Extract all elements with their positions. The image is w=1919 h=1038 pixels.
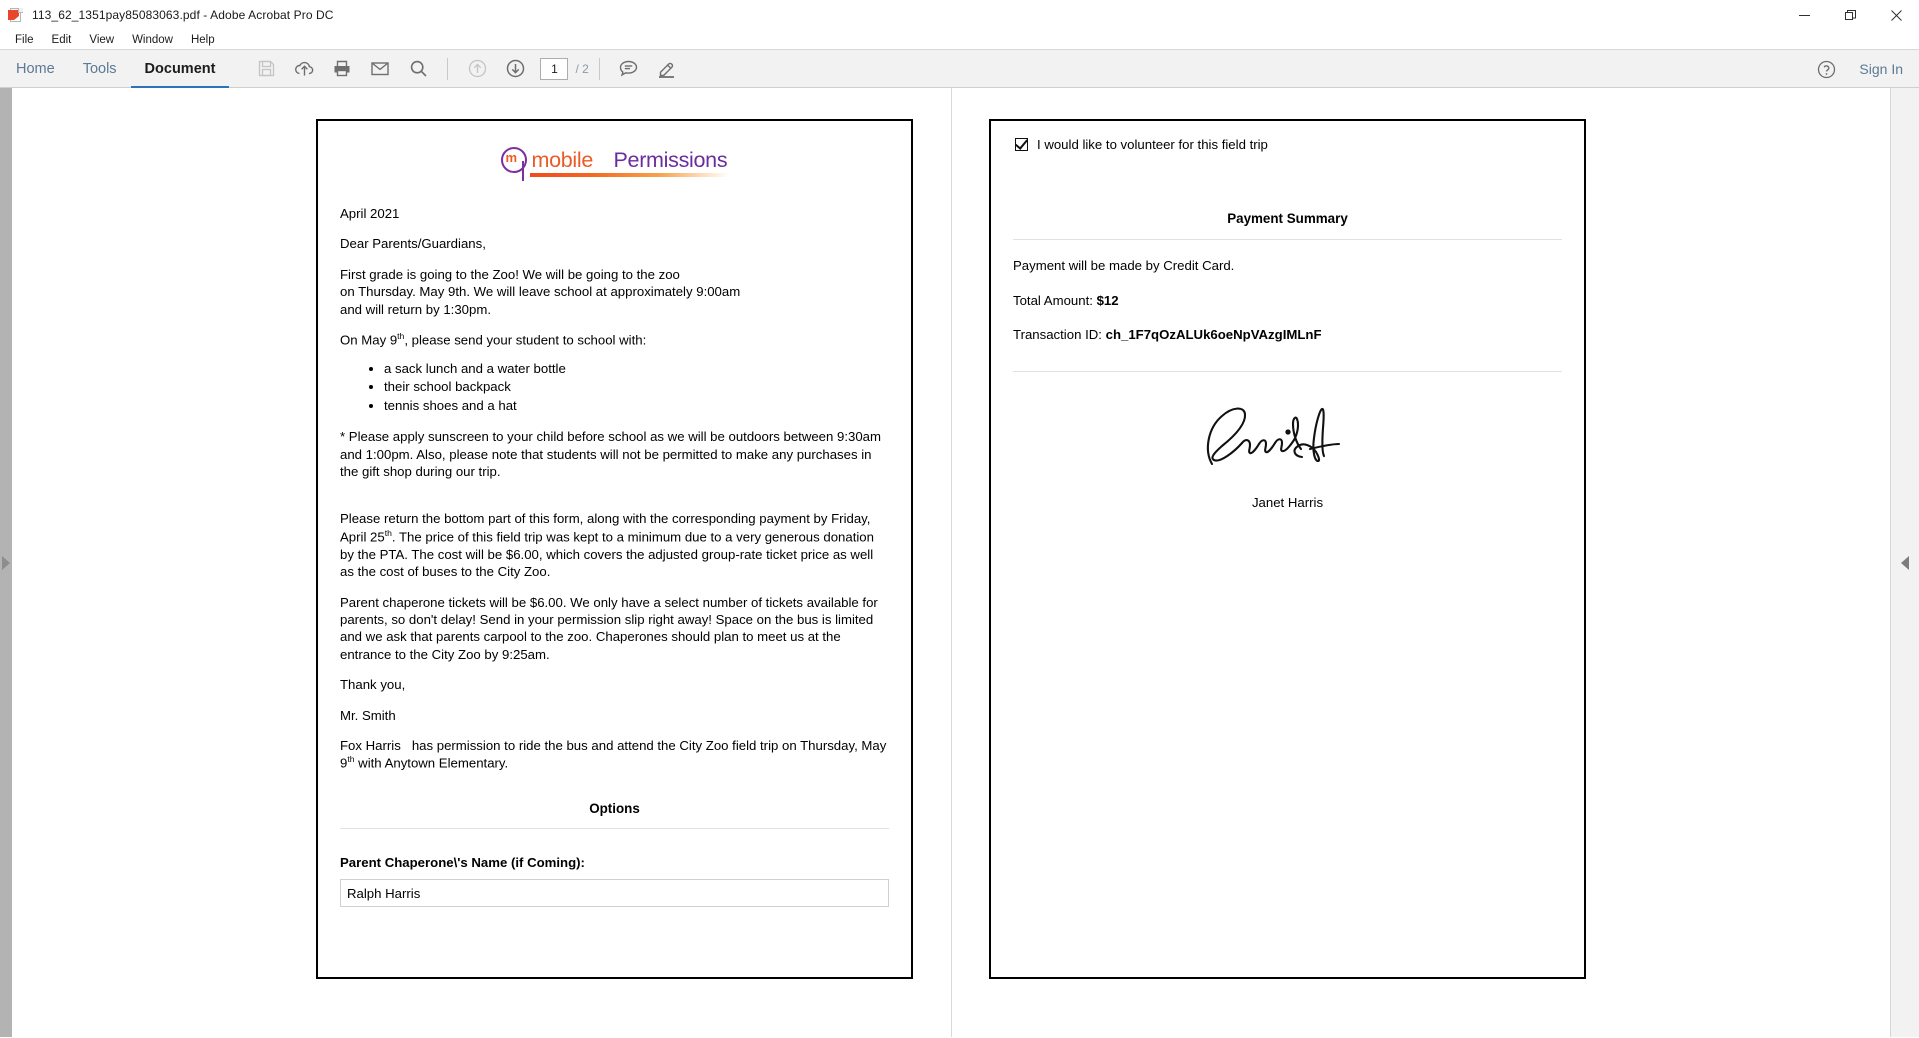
- pdf-page-2: [989, 119, 1586, 979]
- return-part-2: . The price of this field trip was kept to a minimum due to a very generous donation by the PTA. The cost will be $6.00, which covers the adjusted group-rate ticket price as well as the cost of buses to the City Zoo.: [340, 529, 874, 580]
- page-number-input[interactable]: 1: [540, 58, 568, 80]
- volunteer-checkbox-label: I would like to volunteer for this field trip: [1037, 137, 1268, 152]
- restore-button[interactable]: [1827, 0, 1873, 30]
- previous-page-icon[interactable]: [461, 54, 493, 84]
- letter-signer: Mr. Smith: [340, 707, 396, 723]
- window-title-bar: [0, 0, 1919, 30]
- handwritten-signature-icon: [1198, 394, 1378, 480]
- return-ordinal: th: [384, 527, 392, 538]
- print-icon[interactable]: [326, 54, 358, 84]
- bring-items-intro: [340, 331, 889, 349]
- menu-help[interactable]: Help: [190, 33, 215, 46]
- intro-line-2: on Thursday. May 9th. We will leave school at approximately 9:00am: [340, 284, 741, 300]
- chaperone-info: Parent chaperone tickets will be $6.00. We only have a select number of tickets available for parents, so don't delay! Send in your permission slip right away! Space on the bus is limited and we ask that parents carpool to the zoo. Chaperones should plan to meet us at the entrance to the City Zoo by 9:25am.: [340, 594, 878, 662]
- intro-line-3: and will return by 1:30pm.: [340, 301, 491, 317]
- page-column-1: [278, 88, 951, 1037]
- letter-salutation: Dear Parents/Guardians,: [340, 236, 486, 252]
- permission-middle: has permission to ride the bus and attend the City Zoo field trip on Thursday, May 9: [340, 738, 887, 771]
- permission-statement: [340, 737, 889, 772]
- toolbar-divider-2: [599, 58, 600, 80]
- menu-view[interactable]: View: [89, 33, 115, 46]
- volunteer-checkbox-row[interactable]: [1015, 136, 1562, 153]
- list-item: • a sack lunch and a water bottle: [384, 360, 889, 377]
- page-column-2: [951, 88, 1624, 1037]
- page-count-label: / 2: [575, 61, 589, 76]
- sunscreen-note: * Please apply sunscreen to your child before school as we will be outdoors between 9:30am and 1:00pm. Also, please note that students will not be permitted to make any purchases in the gift shop during our trip.: [340, 429, 882, 480]
- search-icon[interactable]: [402, 54, 434, 84]
- email-icon[interactable]: [364, 54, 396, 84]
- toolbar-divider: [447, 58, 448, 80]
- logo-letter: m: [505, 150, 518, 165]
- pdf-page-1: [316, 119, 913, 979]
- permission-end: with Anytown Elementary.: [354, 755, 509, 771]
- signature-name: Janet Harris: [1251, 495, 1324, 511]
- tab-document[interactable]: Document: [131, 50, 230, 88]
- mobile-permissions-logo: [340, 145, 889, 185]
- letter-date: April 2021: [340, 206, 400, 221]
- total-amount-label: Total Amount:: [1013, 292, 1093, 308]
- chaperone-name-input[interactable]: [340, 879, 889, 907]
- payment-summary-heading: Payment Summary: [1227, 211, 1348, 227]
- total-amount-row: [1013, 292, 1562, 309]
- payment-summary-divider: [1013, 239, 1562, 240]
- pdf-viewport[interactable]: [12, 88, 1890, 1037]
- permission-ordinal: th: [347, 754, 355, 765]
- logo-word-mobile: mobile: [531, 148, 594, 172]
- intro-line-1: First grade is going to the Zoo! We will be going to the zoo: [340, 266, 680, 282]
- options-heading: Options: [589, 801, 640, 817]
- letter-thanks: Thank you,: [340, 677, 406, 693]
- tab-tools[interactable]: Tools: [82, 60, 117, 77]
- options-divider: [340, 828, 889, 829]
- chaperone-field-label: Parent Chaperone\'s Name (if Coming):: [340, 854, 585, 870]
- list-item: • their school backpack: [384, 378, 889, 395]
- total-amount-value: $12: [1096, 292, 1119, 308]
- transaction-id-label: Transaction ID:: [1013, 326, 1102, 342]
- volunteer-checkbox[interactable]: [1015, 138, 1028, 151]
- bring-ordinal: th: [397, 331, 405, 342]
- window-controls: [1781, 0, 1919, 30]
- return-part-1: Please return the bottom part of this form, along with the corresponding payment by Friday, April 25: [340, 511, 871, 545]
- signature-block: [1013, 394, 1562, 511]
- cloud-upload-icon[interactable]: [288, 54, 320, 84]
- signature-divider: [1013, 371, 1562, 372]
- transaction-id-value: ch_1F7qOzALUk6oeNpVAzgIMLnF: [1105, 326, 1322, 342]
- list-item: • tennis shoes and a hat: [384, 397, 889, 414]
- comment-icon[interactable]: [613, 54, 645, 84]
- logo-tail: [522, 161, 524, 181]
- toolbar-right-group: [1807, 50, 1919, 88]
- window-title: 113_62_1351pay85083063.pdf - Adobe Acrobat Pro DC: [32, 8, 334, 22]
- document-work-area: [0, 88, 1919, 1037]
- return-instructions: [340, 510, 889, 580]
- right-panel-collapser[interactable]: [1890, 88, 1919, 1037]
- pdf-file-icon: [8, 7, 24, 23]
- logo-underline: [530, 173, 729, 177]
- menu-file[interactable]: File: [15, 33, 34, 46]
- menu-edit[interactable]: Edit: [51, 33, 72, 46]
- chevron-right-icon: [2, 556, 10, 570]
- sign-in-button[interactable]: Sign In: [1859, 61, 1903, 77]
- letter-intro: [340, 266, 889, 318]
- close-button[interactable]: [1873, 0, 1919, 30]
- save-icon[interactable]: [250, 54, 282, 84]
- chevron-left-icon: [1901, 556, 1909, 570]
- left-panel-expander[interactable]: [0, 88, 12, 1037]
- transaction-id-row: [1013, 326, 1562, 343]
- bring-prefix: On May 9: [340, 332, 398, 348]
- permission-student-name: Fox Harris: [340, 738, 401, 754]
- next-page-icon[interactable]: [499, 54, 531, 84]
- tab-home[interactable]: Home: [16, 60, 55, 77]
- main-toolbar: [0, 50, 1919, 88]
- menu-window[interactable]: Window: [132, 33, 173, 46]
- minimize-button[interactable]: [1781, 0, 1827, 30]
- help-circle-icon[interactable]: [1810, 54, 1842, 84]
- highlight-icon[interactable]: [651, 54, 683, 84]
- bring-items-list: [340, 360, 889, 414]
- logo-word-permissions: Permissions: [613, 148, 728, 172]
- bring-suffix: , please send your student to school with:: [404, 332, 647, 348]
- payment-method-line: Payment will be made by Credit Card.: [1013, 258, 1235, 274]
- menu-bar: [0, 30, 1919, 50]
